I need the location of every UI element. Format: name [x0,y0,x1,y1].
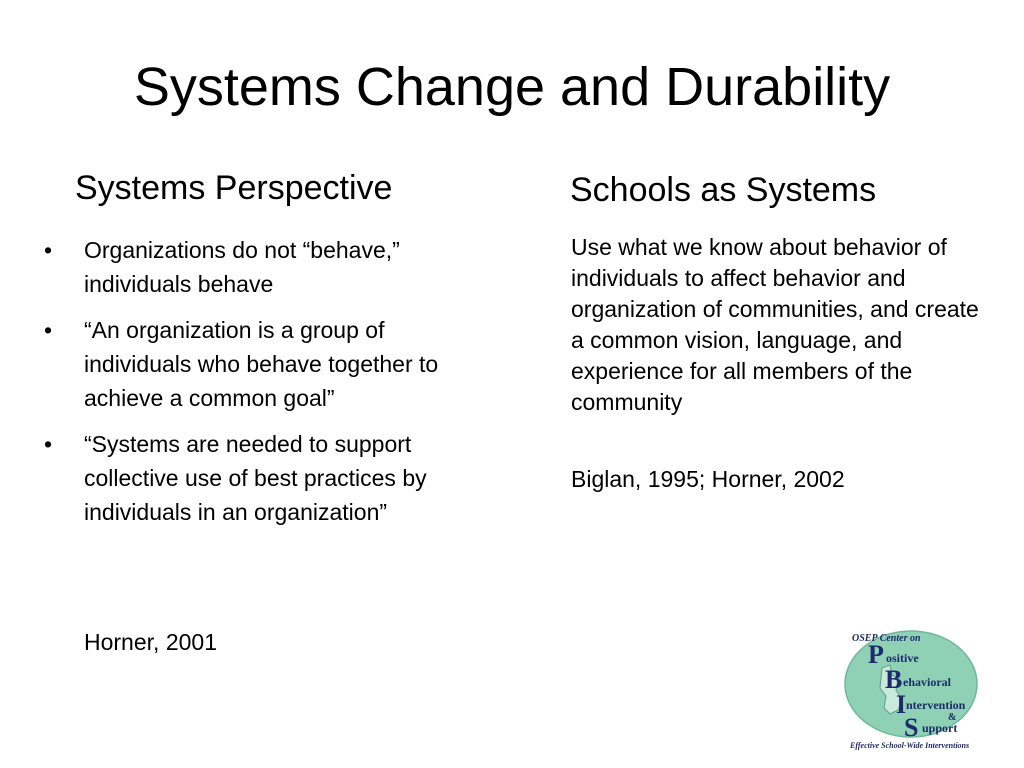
pbis-logo [838,628,1008,752]
logo-top-text: OSEP Center on [852,633,921,644]
logo-letter-s: S [904,713,919,742]
logo-ampersand: & [948,712,957,723]
bullet-icon: • [44,237,53,263]
right-citation: Biglan, 1995; Horner, 2002 [571,466,845,492]
bullet-text: Organizations do not “behave,” individuals behave [84,237,400,297]
bullet-text: “An organization is a group of individuals who behave together to achieve a common goal” [84,317,439,411]
left-citation: Horner, 2001 [84,629,217,655]
left-column-heading: Systems Perspective [75,169,393,207]
logo-word-behavioral: ehavioral [903,675,951,689]
logo-word-support: upport [922,721,958,735]
logo-letter-i: I [896,690,907,719]
slide-title: Systems Change and Durability [133,57,891,117]
logo-letter-b: B [885,665,903,694]
logo-word-intervention: ntervention [906,698,966,712]
right-paragraph: Use what we know about behavior of individuals to affect behavior and organization of communities, and create a common vision, language, and experience for all members of the community [571,234,979,415]
logo-word-positive: ositive [886,651,919,665]
bullet-item [44,313,484,415]
bullet-item [44,233,484,301]
bullet-text: “Systems are needed to support collective use of best practices by individuals in an organization” [84,431,427,525]
logo-bottom-text: Effective School-Wide Interventions [850,741,970,750]
logo-letter-p: P [868,640,884,669]
right-column-heading: Schools as Systems [570,171,877,209]
bullet-icon: • [44,431,53,457]
bullet-item [44,427,484,529]
bullet-icon: • [44,317,53,343]
left-bullet-list [44,233,484,541]
